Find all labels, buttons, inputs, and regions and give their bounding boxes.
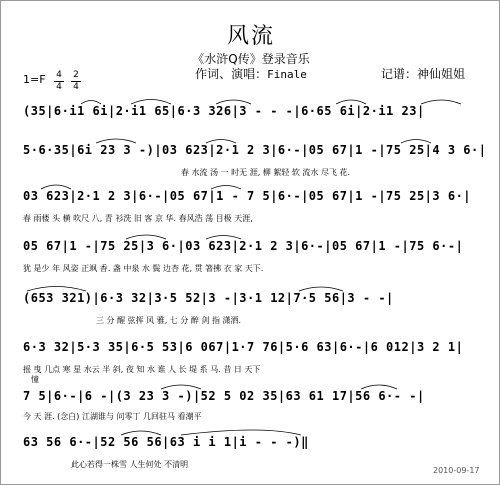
notation-row-3: 03 623|2·1 2 3|6·-|05 67|1 - 7 5|6·-|05 67|1 -|75 25|3 6·| [23,189,472,203]
slur [161,385,201,389]
lyrics-line-6: 今 天 涯. (念白) 江湖谁与 问零丁 几回驻马 看潮平 [23,412,202,421]
notation-row-6: 6·3 32|5·3 35|6·5 53|6 067|1·7 76|5·6 63|6·-|6 012|3 2 1| [23,340,464,354]
lyrics-line-5: 摇 曳 几点 寒 星 水云 半 斜, 夜 知 水 谁 人 长 堤 系 马. 昔 日 天下 [23,365,261,374]
slur [336,100,366,104]
notator-credit: 记谱：神仙姐姐 [381,67,466,81]
slur [211,186,241,190]
slur [206,140,236,144]
lyrics-line-3: 犹 是少 年 风姿 正飒 香. 盏 中泉 水 鬓 边杏 花, 贯 箸拂 衣 家 天下. [23,264,264,273]
time-sig-1-bottom: 4 [56,82,62,92]
song-subtitle: 《水浒Q传》登录音乐 [192,52,310,66]
credits-label: 作词、演唱： [195,67,268,81]
slur [27,287,86,292]
credits-name: Finale [267,68,307,81]
key-signature: 1=F [23,73,46,86]
notation-row-7: 7 5|6·-|6 -|(3 23 3 -)|52 5 02 35|63 61 17|56 6·- -| [23,389,425,403]
slur [81,101,101,105]
slur [401,140,431,144]
lyrics-line-2: 春 雨楼 头 横 吹尺 八, 青 衫洗 旧 客 京 华. 春风浩 荡 目极 天涯, [23,214,253,223]
slur [126,235,166,239]
slur [216,100,251,104]
notation-row-1: (35|6·i1 6i|2·i1 65|6·3 326|3 - - -|6·65 6i|2·i1 23| [23,104,425,118]
notation-row-2: 5·6·35|6i 23 3 -)|03 623|2·1 2 3|6·-|05 67|1 -|75 25|4 3 6·| [23,143,487,157]
date-stamp: 2010-09-17 [433,466,480,475]
lyrics-line-7: 此心若得一株雪 人生何处 不清明 [71,460,189,469]
slur [181,430,301,435]
slur-arcs [1,1,500,486]
lyrics-extra: 憧 [31,375,39,384]
slur [361,385,397,389]
notation-row-4: 05 67|1 -|75 25|3 6·|03 623|2·1 2 3|6·-|05 67|1 -|75 6·-| [23,239,464,253]
slur [421,100,461,104]
notation-row-5: (653 321)|6·3 32|3·5 52|3 -|3·1 12|7·5 56|3 - -| [23,291,394,305]
slur [121,431,161,435]
slur [299,287,343,291]
slur [206,236,241,240]
time-sig-2-bottom: 4 [73,82,79,92]
lyrics-line-4: 三 分 醒 弦挥 风 雅, 七 分 醉 剑 指 潇洒. [96,316,242,325]
slur [41,185,71,189]
time-sig-1-top: 4 [56,70,62,80]
slur [96,139,136,143]
slur [131,100,171,105]
time-sig-2-top: 2 [73,70,79,80]
lyrics-line-1: 春 水流 汤 一 时无 涯, 柳 絮轻 软 流水 尽飞 花. [181,168,351,177]
song-title: 风流 [226,24,275,49]
notation-row-8: 63 56 6·-|52 56 56|63 i i 1|i - - -)‖ [23,435,309,449]
